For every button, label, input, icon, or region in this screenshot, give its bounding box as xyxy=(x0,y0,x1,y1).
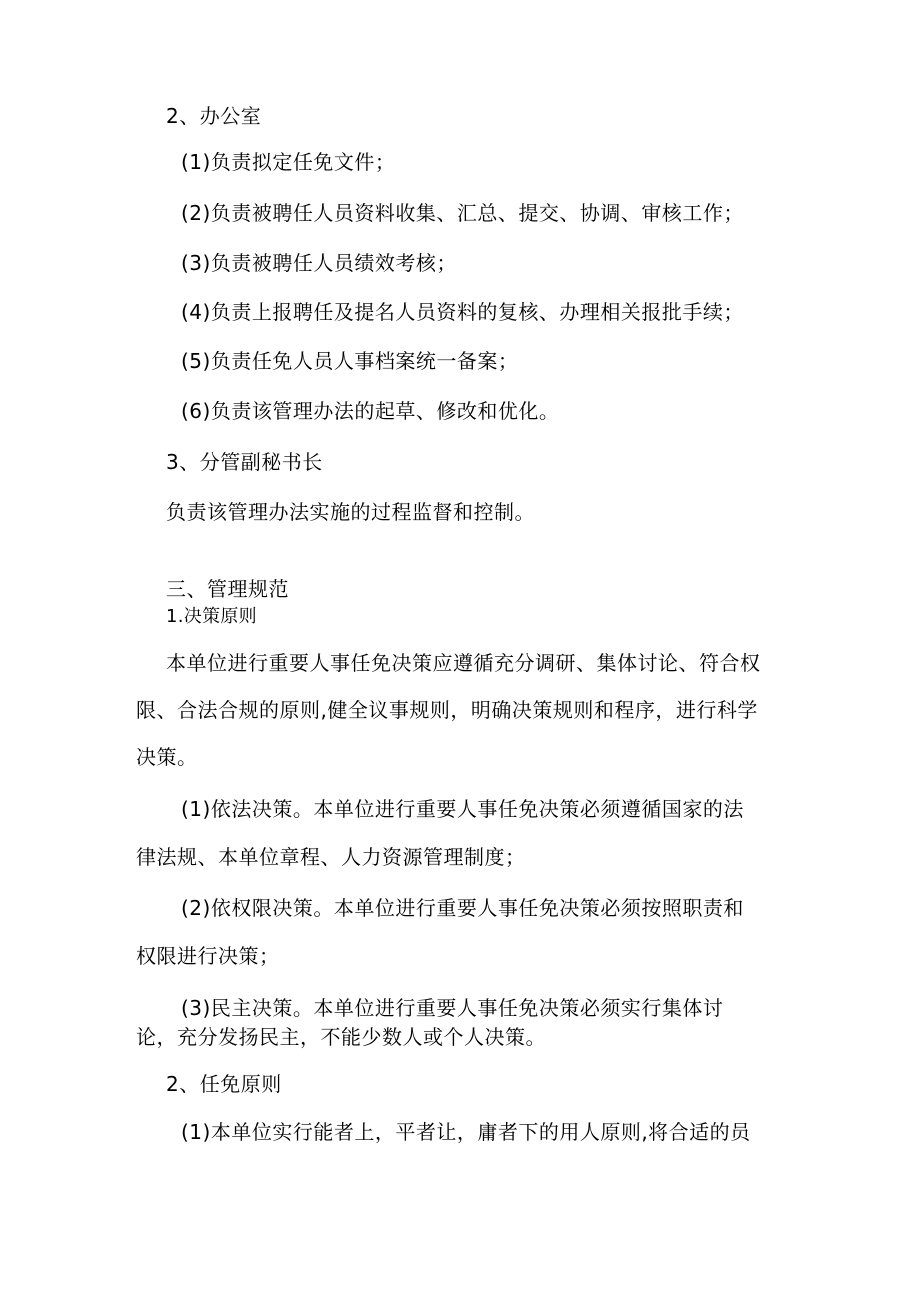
part-heading-management-norms: 三、管理规范 xyxy=(166,577,289,601)
decision-intro-line-3: 决策。 xyxy=(136,745,198,769)
subheading-decision-principles: 1.决策原则 xyxy=(166,606,257,627)
section-heading-deputy-secretary: 3、分管副秘书长 xyxy=(166,450,323,474)
office-duty-6: (6)负责该管理办法的起草、修改和优化。 xyxy=(181,399,560,423)
decision-intro-line-1: 本单位进行重要人事任免决策应遵循充分调研、集体讨论、符合权 xyxy=(166,651,761,675)
office-duty-1: (1)负责拟定任免文件； xyxy=(181,150,396,174)
rule-1-line-1: (1)依法决策。本单位进行重要人事任免决策必须遵循国家的法 xyxy=(181,797,744,821)
rule-3-line-1: (3)民主决策。本单位进行重要人事任免决策必须实行集体讨 xyxy=(181,996,724,1020)
office-duty-4: (4)负责上报聘任及提名人员资料的复核、办理相关报批手续； xyxy=(181,300,744,324)
section-heading-office: 2、办公室 xyxy=(166,104,262,128)
office-duty-5: (5)负责任免人员人事档案统一备案； xyxy=(181,349,519,373)
rule-1-line-2: 律法规、本单位章程、人力资源管理制度； xyxy=(136,845,526,869)
rule-2-line-1: (2)依权限决策。本单位进行重要人事任免决策必须按照职责和 xyxy=(181,896,744,920)
office-duty-3: (3)负责被聘任人员绩效考核； xyxy=(181,251,457,275)
decision-intro-line-2: 限、合法合规的原则,健全议事规则，明确决策规则和程序，进行科学 xyxy=(136,698,758,722)
subheading-appointment-principles: 2、任免原则 xyxy=(166,1072,282,1096)
rule-2-line-2: 权限进行决策； xyxy=(136,944,280,968)
deputy-secretary-duty: 负责该管理办法实施的过程监督和控制。 xyxy=(166,500,535,524)
appointment-rule-1: (1)本单位实行能者上，平者让，庸者下的用人原则,将合适的员 xyxy=(181,1120,751,1144)
rule-3-line-2: 论，充分发扬民主，不能少数人或个人决策。 xyxy=(136,1025,546,1049)
office-duty-2: (2)负责被聘任人员资料收集、汇总、提交、协调、审核工作； xyxy=(181,201,744,225)
